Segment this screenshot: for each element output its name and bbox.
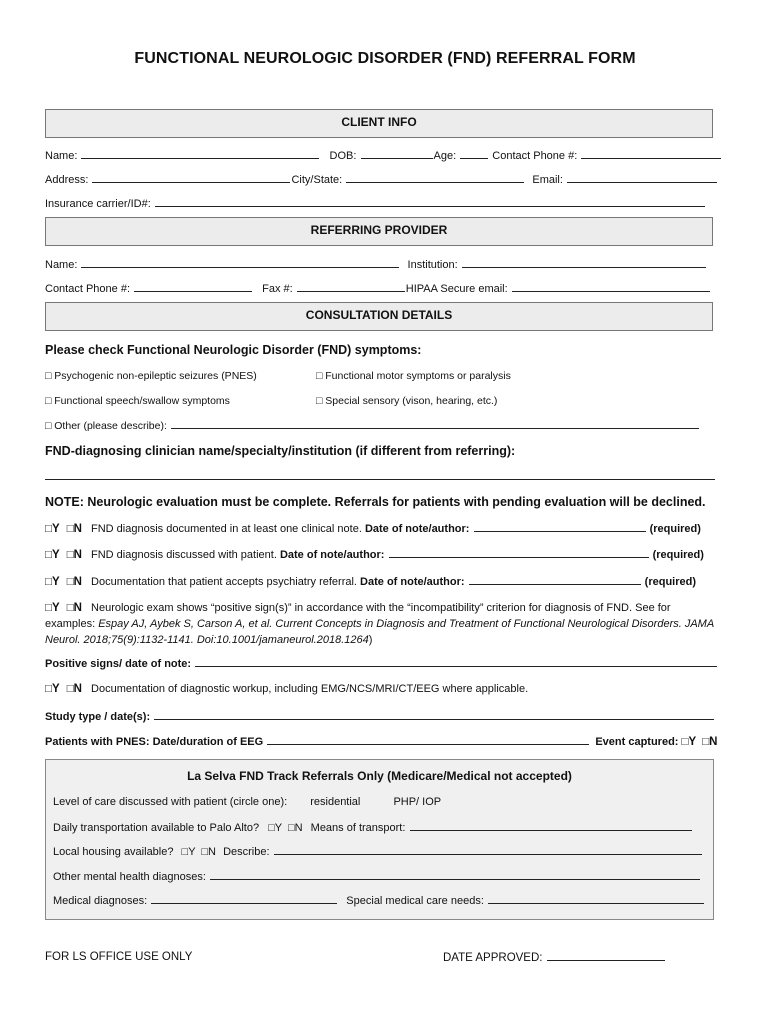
- symptom-pnes[interactable]: [45, 370, 257, 382]
- transport-yes-checkbox[interactable]: □Y: [268, 822, 282, 834]
- client-insurance-label: Insurance carrier/ID#:: [45, 198, 151, 210]
- housing-no-checkbox[interactable]: □N: [201, 846, 216, 858]
- yes-checkbox[interactable]: □Y: [45, 523, 60, 535]
- client-city-label: City/State:: [291, 174, 343, 186]
- referring-provider-header: REFERRING PROVIDER: [45, 217, 713, 246]
- symptom-speech[interactable]: [45, 395, 230, 407]
- la-selva-box: [45, 759, 714, 920]
- symptom-other[interactable]: [45, 419, 700, 432]
- item-text: Documentation that patient accepts psychiatry referral.: [91, 576, 357, 588]
- checkbox[interactable]: □: [45, 370, 52, 382]
- client-dob-label: DOB:: [329, 150, 357, 162]
- medical-row: [53, 894, 705, 907]
- client-address-field[interactable]: [92, 173, 290, 183]
- client-address-row: [45, 173, 718, 186]
- housing-yes-checkbox[interactable]: □Y: [181, 846, 196, 858]
- symptom-sensory[interactable]: [316, 395, 497, 407]
- symptom-label: Psychogenic non-epileptic seizures (PNES): [54, 370, 257, 382]
- item-date-field[interactable]: [389, 548, 649, 558]
- yn-item-psychiatry: [45, 575, 696, 588]
- form-title: FUNCTIONAL NEUROLOGIC DISORDER (FND) REFERRAL FORM: [134, 50, 636, 67]
- pnes-label: Patients with PNES: Date/duration of EEG: [45, 736, 264, 748]
- evaluation-note: NOTE: Neurologic evaluation must be complete. Referrals for patients with pending evaluation will be declined.: [45, 495, 706, 509]
- provider-fax-label: Fax #:: [262, 283, 293, 295]
- required-label: (required): [652, 549, 704, 561]
- client-email-label: Email:: [532, 174, 563, 186]
- event-no-checkbox[interactable]: □N: [702, 736, 718, 748]
- item-date-label: Date of note/author:: [360, 576, 465, 588]
- symptom-label: Other (please describe):: [54, 420, 167, 432]
- positive-signs-row: [45, 657, 718, 670]
- client-insurance-field[interactable]: [155, 197, 705, 207]
- provider-phone-label: Contact Phone #:: [45, 283, 131, 295]
- means-label: Means of transport:: [310, 822, 406, 834]
- mental-health-row: [53, 870, 701, 883]
- client-city-field[interactable]: [346, 173, 524, 183]
- provider-phone-field[interactable]: [134, 282, 252, 292]
- la-selva-header: La Selva FND Track Referrals Only (Medicare/Medical not accepted): [187, 769, 572, 783]
- no-checkbox[interactable]: □N: [66, 576, 82, 588]
- required-label: (required): [649, 523, 701, 535]
- item-date-field[interactable]: [469, 575, 641, 585]
- client-email-field[interactable]: [567, 173, 717, 183]
- housing-label: Local housing available?: [53, 846, 174, 858]
- symptom-motor[interactable]: [316, 370, 511, 382]
- diagnosing-clinician-field[interactable]: [45, 470, 715, 480]
- study-type-label: Study type / date(s):: [45, 711, 151, 723]
- checkbox[interactable]: □: [45, 420, 52, 432]
- transport-row: [53, 821, 693, 834]
- yn-item-exam: [45, 600, 715, 648]
- client-name-label: Name:: [45, 150, 78, 162]
- provider-name-row: [45, 258, 707, 271]
- describe-field[interactable]: [274, 845, 702, 855]
- yn-item-discussed: [45, 548, 704, 561]
- client-phone-label: Contact Phone #:: [492, 150, 578, 162]
- symptoms-heading: Please check Functional Neurologic Disorder (FND) symptoms:: [45, 343, 422, 357]
- provider-contact-row: [45, 282, 711, 295]
- symptom-label: Special sensory (vison, hearing, etc.): [325, 395, 498, 407]
- study-type-field[interactable]: [154, 710, 714, 720]
- mental-health-field[interactable]: [210, 870, 700, 880]
- diagnosing-clinician-label: FND-diagnosing clinician name/specialty/institution (if different from referring):: [45, 444, 516, 458]
- yes-checkbox[interactable]: □Y: [45, 549, 60, 561]
- yn-item-documented: [45, 522, 701, 535]
- mental-health-label: Other mental health diagnoses:: [53, 871, 206, 883]
- provider-institution-field[interactable]: [462, 258, 706, 268]
- exam-citation: Espay AJ, Aybek S, Carson A, et al. Current Concepts in Diagnosis and Treatment of Functional Neurological Disorders. JAMA Neurol. 2018;75(9):1132-1141. Doi:10.1001/jamaneurol.2018.1264: [45, 618, 714, 646]
- client-name-field[interactable]: [81, 149, 319, 159]
- date-approved-field[interactable]: [547, 951, 665, 961]
- client-address-label: Address:: [45, 174, 89, 186]
- study-type-row: [45, 710, 715, 723]
- yes-checkbox[interactable]: □Y: [45, 602, 60, 614]
- no-checkbox[interactable]: □N: [66, 683, 82, 695]
- special-care-label: Special medical care needs:: [346, 895, 484, 907]
- checkbox[interactable]: □: [316, 370, 323, 382]
- provider-email-field[interactable]: [512, 282, 710, 292]
- item-date-label: Date of note/author:: [279, 549, 385, 561]
- date-approved-row: [443, 951, 666, 964]
- consultation-header: CONSULTATION DETAILS: [45, 302, 713, 331]
- no-checkbox[interactable]: □N: [66, 549, 82, 561]
- item-date-label: Date of note/author:: [364, 523, 470, 535]
- event-yes-checkbox[interactable]: □Y: [681, 736, 697, 748]
- symptom-label: Functional speech/swallow symptoms: [54, 395, 230, 407]
- client-info-header: CLIENT INFO: [45, 109, 713, 138]
- housing-row: [53, 845, 703, 858]
- checkbox[interactable]: □: [316, 395, 323, 407]
- option-php-iop[interactable]: PHP/ IOP: [393, 796, 442, 808]
- provider-name-field[interactable]: [81, 258, 399, 268]
- describe-label: Describe:: [223, 846, 270, 858]
- item-date-field[interactable]: [474, 522, 646, 532]
- pnes-field[interactable]: [267, 735, 589, 745]
- provider-institution-label: Institution:: [407, 259, 458, 271]
- date-approved-label: DATE APPROVED:: [443, 952, 543, 964]
- client-age-field[interactable]: [460, 149, 488, 159]
- no-checkbox[interactable]: □N: [66, 523, 82, 535]
- medical-label: Medical diagnoses:: [53, 895, 148, 907]
- exam-close: ): [368, 634, 373, 646]
- client-name-row: [45, 149, 722, 162]
- means-field[interactable]: [410, 821, 692, 831]
- yn-item-workup: [45, 683, 528, 695]
- level-of-care-label: Level of care discussed with patient (circle one):: [53, 796, 288, 808]
- yes-checkbox[interactable]: □Y: [45, 576, 60, 588]
- special-care-field[interactable]: [488, 894, 704, 904]
- client-age-label: Age:: [433, 150, 457, 162]
- positive-signs-label: Positive signs/ date of note:: [45, 658, 192, 670]
- positive-signs-field[interactable]: [195, 657, 717, 667]
- pnes-row: [45, 735, 717, 748]
- symptom-other-field[interactable]: [171, 419, 699, 429]
- yes-checkbox[interactable]: □Y: [45, 683, 60, 695]
- provider-email-label: HIPAA Secure email:: [405, 283, 508, 295]
- no-checkbox[interactable]: □N: [66, 602, 82, 614]
- workup-text: Documentation of diagnostic workup, including EMG/NCS/MRI/CT/EEG where applicable.: [91, 683, 529, 695]
- required-label: (required): [644, 576, 697, 588]
- option-residential[interactable]: residential: [310, 796, 361, 808]
- provider-name-label: Name:: [45, 259, 78, 271]
- level-of-care-row: [53, 796, 441, 808]
- provider-fax-field[interactable]: [297, 282, 405, 292]
- transport-label: Daily transportation available to Palo Alto?: [53, 822, 260, 834]
- client-phone-field[interactable]: [581, 149, 721, 159]
- symptom-label: Functional motor symptoms or paralysis: [325, 370, 511, 382]
- medical-field[interactable]: [151, 894, 337, 904]
- checkbox[interactable]: □: [45, 395, 52, 407]
- item-text: FND diagnosis documented in at least one clinical note.: [91, 523, 362, 535]
- office-use-label: FOR LS OFFICE USE ONLY: [45, 951, 193, 963]
- event-captured-label: Event captured:: [595, 736, 679, 748]
- transport-no-checkbox[interactable]: □N: [288, 822, 303, 834]
- item-text: FND diagnosis discussed with patient.: [91, 549, 277, 561]
- exam-text: Neurologic exam shows “positive sign(s)” in accordance with the “incompatibility” criterion for diagnosis of FND. See for examples:: [45, 602, 671, 630]
- client-dob-field[interactable]: [361, 149, 433, 159]
- client-insurance-row: [45, 197, 706, 210]
